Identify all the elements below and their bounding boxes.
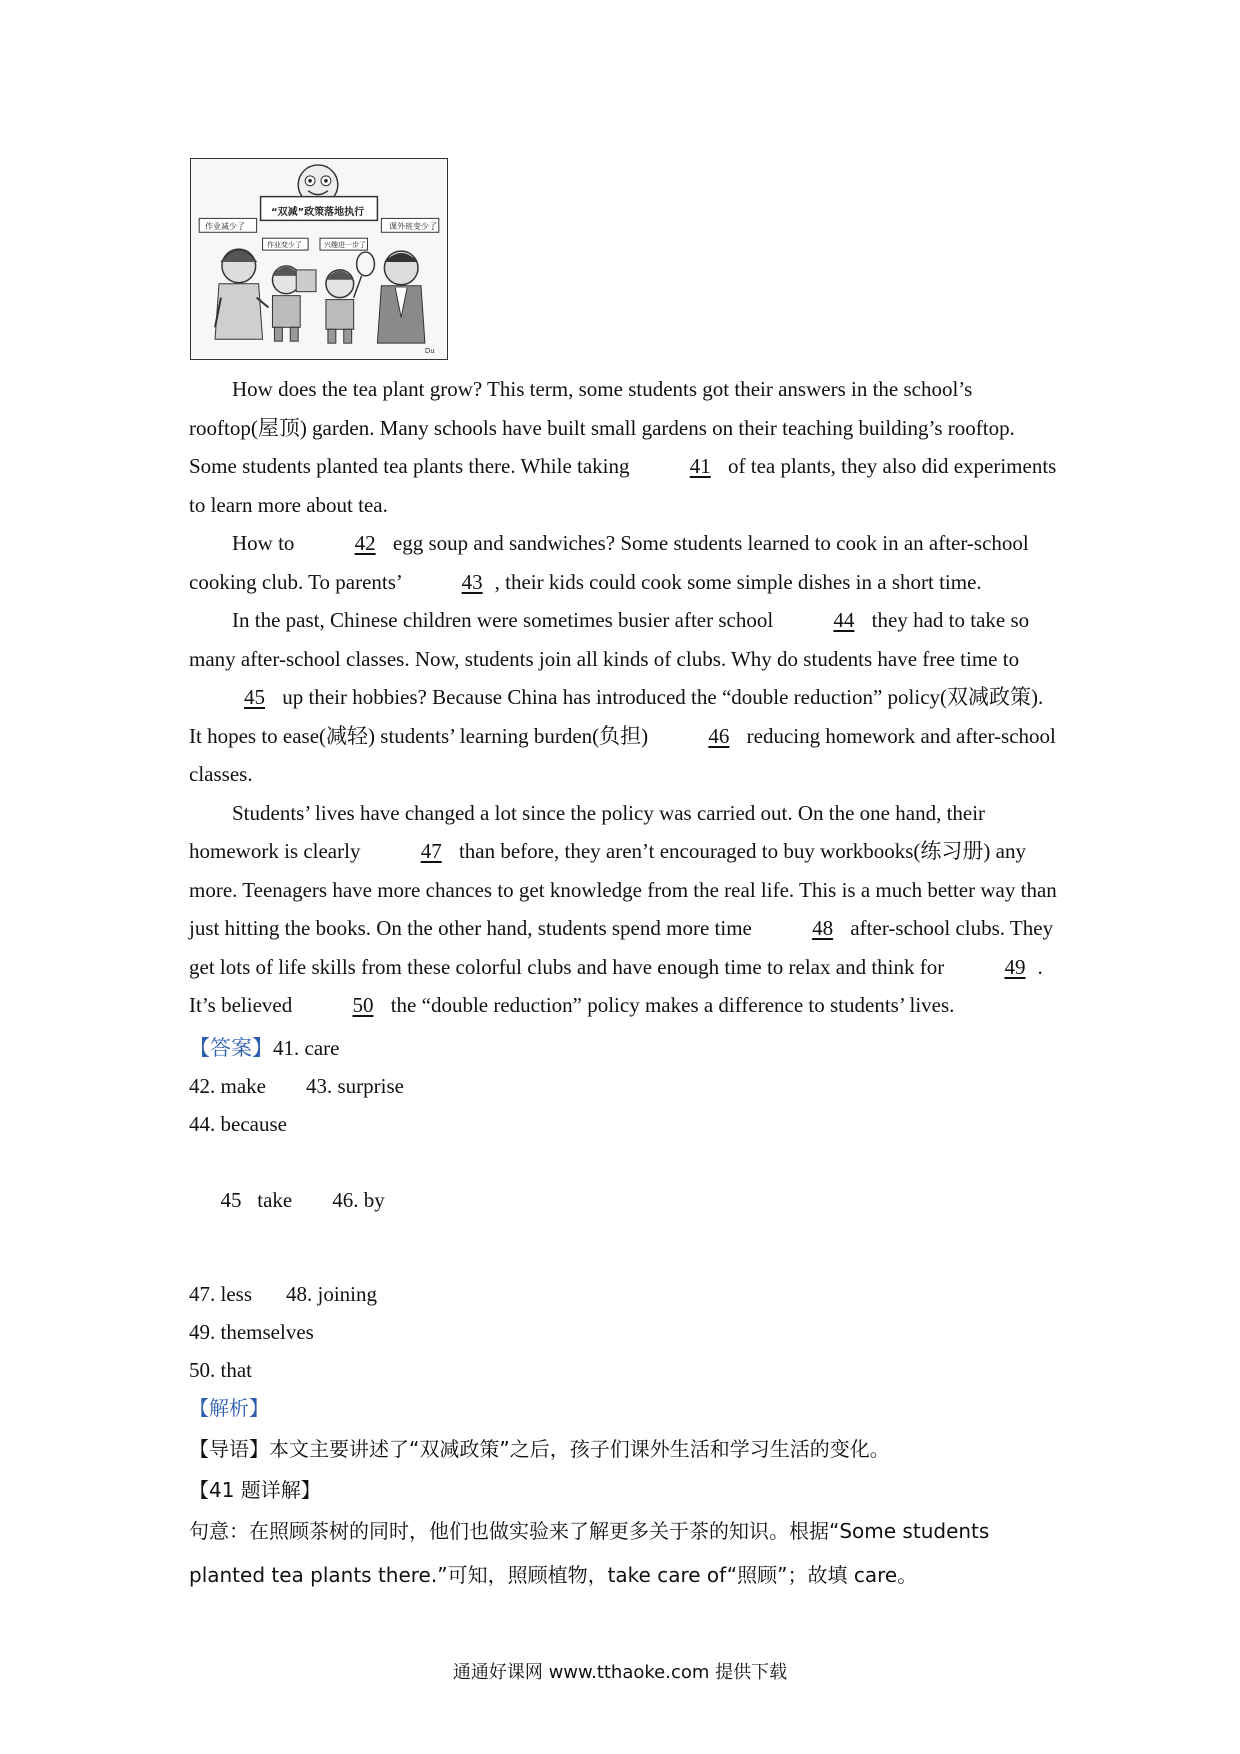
answer-line-1 — [189, 1029, 1059, 1067]
q41-label: 【41 题详解】 — [189, 1477, 321, 1502]
cartoon-sign-mid-left: 作业变少了 — [267, 241, 302, 249]
cartoon-banner: “双减”政策落地执行 — [271, 207, 365, 218]
guide-text: 本文主要讲述了“双减政策”之后，孩子们课外生活和学习生活的变化。 — [269, 1436, 890, 1461]
answer-line-4 — [189, 1143, 1059, 1257]
blank-50: 50 — [352, 993, 374, 1017]
p4-text-5: the “double reduction” policy makes a difference to students’ lives. — [385, 993, 955, 1017]
paragraph-3 — [189, 601, 1059, 794]
answer-44: 44. because — [189, 1111, 287, 1136]
p4-text-2: than before, they aren’t encouraged to buy workbooks(练习册) any more. Teenagers have more chances to get knowledge from the real life. This is a much better way than just hitting the books. On the other hand, students spend more time — [189, 839, 1057, 940]
answer-45: 45 take — [220, 1187, 293, 1212]
answer-43: 43. surprise — [305, 1073, 404, 1098]
blank-46: 46 — [708, 723, 730, 748]
p3-text-1: In the past, Chinese children were sometimes busier after school — [232, 608, 779, 632]
p1-text-2: of tea plants, they also did experiments to learn more about tea. — [189, 454, 1057, 517]
p4-text-4: . It’s believed — [189, 954, 1043, 1017]
paragraph-4 — [189, 794, 1059, 1025]
paragraph-1 — [189, 370, 1059, 524]
page-footer: 通通好课网 www.tthaoke.com 提供下载 — [452, 1662, 788, 1683]
q41-explanation: 句意：在照顾茶树的同时，他们也做实验来了解更多关于茶的知识。根据“Some students planted tea plants there.”可知，照顾植物，take care of“照顾”；故填 care。 — [189, 1518, 990, 1587]
answer-41: 41. care — [273, 1035, 340, 1060]
cartoon-sign-right: 课外班变少了 — [389, 222, 437, 231]
answer-48: 48. joining — [286, 1281, 378, 1306]
answer-50: 50. that — [189, 1357, 252, 1382]
answer-line-2 — [189, 1067, 1059, 1105]
p2-text-2: egg soup and sandwiches? Some students learned to cook in an after-school cooking club. To parents’ — [189, 531, 1029, 594]
answer-section — [189, 1029, 1059, 1389]
answer-line-7 — [189, 1351, 1059, 1389]
p3-text-4: reducing homework and after-school classes. — [189, 723, 1056, 786]
p2-text-3: , their kids could cook some simple dishes in a short time. — [494, 569, 982, 594]
document-content — [189, 370, 1059, 1597]
answer-49: 49. themselves — [189, 1319, 314, 1344]
blank-49: 49 — [1004, 954, 1026, 979]
p3-text-3: up their hobbies? Because China has introduced the “double reduction” policy(双减政策). It hopes to ease(减轻) students’ learning burden(负担) — [189, 685, 1044, 748]
cartoon-drawing — [191, 159, 447, 359]
blank-43: 43 — [461, 569, 483, 594]
blank-48: 48 — [812, 916, 834, 940]
svg-text:Du: Du — [424, 347, 435, 356]
paragraph-2 — [189, 524, 1059, 601]
p4-text-3: after-school clubs. They get lots of life skills from these colorful clubs and have enough time to relax and think for — [189, 916, 1054, 979]
p3-text-2: they had to take so many after-school classes. Now, students join all kinds of clubs. Why do students have free time to — [189, 608, 1030, 671]
answer-42: 42. make — [189, 1073, 266, 1098]
blank-41: 41 — [689, 454, 711, 478]
answer-47: 47. less — [189, 1281, 252, 1306]
answer-line-5 — [189, 1275, 1059, 1313]
answer-line-3 — [189, 1105, 1059, 1143]
blank-47: 47 — [420, 839, 442, 863]
guide-line — [189, 1427, 1059, 1471]
p1-text-1: How does the tea plant grow? This term, some students got their answers in the school’s rooftop(屋顶) garden. Many schools have built small gardens on their teaching building’s rooftop. Some students planted tea plants there. While taking — [189, 377, 1015, 478]
analysis-section — [189, 1389, 1059, 1597]
guide-label: 【导语】 — [189, 1436, 269, 1461]
blank-44: 44 — [833, 608, 855, 632]
answer-line-6 — [189, 1313, 1059, 1351]
p2-text-1: How to — [232, 531, 300, 555]
p4-text-1: Students’ lives have changed a lot since the policy was carried out. On the one hand, their homework is clearly — [189, 800, 986, 863]
answer-label: 【答案】 — [189, 1035, 273, 1060]
answer-46: 46. by — [332, 1187, 385, 1212]
blank-42: 42 — [354, 531, 376, 555]
blank-45: 45 — [244, 685, 265, 709]
analysis-label: 【解析】 — [189, 1395, 269, 1420]
cartoon-sign-left: 作业减少了 — [205, 222, 245, 231]
cartoon-illustration — [190, 158, 448, 360]
cartoon-sign-mid-right: 兴趣进一步了 — [324, 241, 366, 249]
